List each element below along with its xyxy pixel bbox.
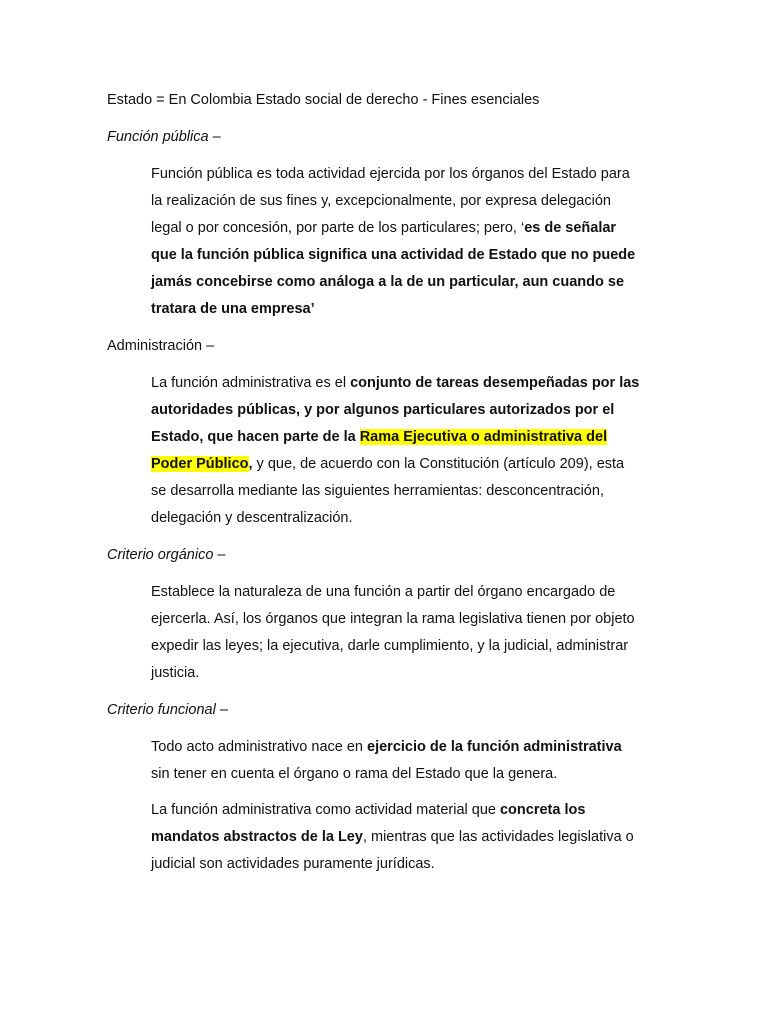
criterio-funcional-p1-line-1-text: Todo acto administrativo nace en bbox=[151, 739, 368, 755]
funcion-publica-line-3-bold: es de señalar bbox=[524, 220, 617, 236]
funcion-publica-line-3 bbox=[151, 218, 616, 238]
document-title: Estado = En Colombia Estado social de derecho - Fines esenciales bbox=[107, 92, 540, 108]
administracion-line-4 bbox=[151, 454, 624, 474]
administracion-line-4-highlight: Poder Público bbox=[151, 456, 249, 472]
funcion-publica-heading: Función pública – bbox=[107, 129, 221, 145]
administracion-heading: Administración – bbox=[107, 338, 215, 354]
criterio-organico-line-2: ejercerla. Así, los órganos que integran la rama legislativa tienen por objeto bbox=[151, 611, 635, 627]
administracion-line-1-bold: conjunto de tareas desempeñadas por las bbox=[350, 375, 640, 391]
administracion-line-1-text: La función administrativa es el bbox=[151, 375, 351, 391]
administracion-line-3-highlight: Rama Ejecutiva o administrativa del bbox=[359, 429, 608, 445]
funcion-publica-line-3-text: legal o por concesión, por parte de los particulares; pero, ‘ bbox=[151, 220, 525, 236]
administracion-line-3 bbox=[151, 427, 607, 447]
criterio-funcional-p2-line-1 bbox=[151, 800, 585, 820]
criterio-organico-line-3: expedir las leyes; la ejecutiva, darle cumplimiento, y la judicial, administrar bbox=[151, 638, 629, 654]
criterio-organico-heading: Criterio orgánico – bbox=[107, 547, 226, 563]
administracion-line-2-bold: autoridades públicas, y por algunos particulares autorizados por el bbox=[151, 402, 615, 418]
administracion-line-3-bold: Estado, que hacen parte de la bbox=[151, 429, 360, 445]
criterio-funcional-p2-line-3: judicial son actividades puramente jurídicas. bbox=[151, 856, 435, 872]
administracion-line-2 bbox=[151, 400, 614, 420]
administracion-line-1 bbox=[151, 373, 639, 393]
criterio-funcional-p1-line-2: sin tener en cuenta el órgano o rama del Estado que la genera. bbox=[151, 766, 558, 782]
criterio-funcional-p2-line-2-text: , mientras que las actividades legislativa o bbox=[362, 829, 634, 845]
administracion-line-4-text: y que, de acuerdo con la Constitución (artículo 209), esta bbox=[252, 456, 625, 472]
criterio-funcional-p2-line-1-text: La función administrativa como actividad material que bbox=[151, 802, 500, 818]
administracion-line-4-comma: , bbox=[248, 456, 253, 472]
funcion-publica-line-6-bold: tratara de una empresa’ bbox=[151, 301, 315, 317]
criterio-funcional-p2-line-2 bbox=[151, 827, 634, 847]
administracion-line-5: se desarrolla mediante las siguientes herramientas: desconcentración, bbox=[151, 483, 604, 499]
criterio-funcional-heading: Criterio funcional – bbox=[107, 702, 228, 718]
criterio-funcional-p2-line-2-bold: mandatos abstractos de la Ley bbox=[151, 829, 363, 845]
funcion-publica-line-4-bold: que la función pública significa una actividad de Estado que no puede bbox=[151, 247, 636, 263]
funcion-publica-line-1: Función pública es toda actividad ejercida por los órganos del Estado para bbox=[151, 166, 630, 182]
funcion-publica-line-5-bold: jamás concebirse como análoga a la de un particular, aun cuando se bbox=[151, 274, 625, 290]
criterio-funcional-p1-line-1 bbox=[151, 737, 622, 757]
funcion-publica-line-4 bbox=[151, 245, 635, 265]
funcion-publica-line-6 bbox=[151, 299, 315, 319]
funcion-publica-line-5 bbox=[151, 272, 624, 292]
criterio-organico-line-1: Establece la naturaleza de una función a partir del órgano encargado de bbox=[151, 584, 616, 600]
administracion-line-6: delegación y descentralización. bbox=[151, 510, 353, 526]
funcion-publica-line-2: la realización de sus fines y, excepcionalmente, por expresa delegación bbox=[151, 193, 611, 209]
criterio-funcional-p2-line-1-bold: concreta los bbox=[499, 802, 586, 818]
criterio-organico-line-4: justicia. bbox=[151, 665, 200, 681]
criterio-funcional-p1-line-1-bold: ejercicio de la función administrativa bbox=[367, 739, 622, 755]
